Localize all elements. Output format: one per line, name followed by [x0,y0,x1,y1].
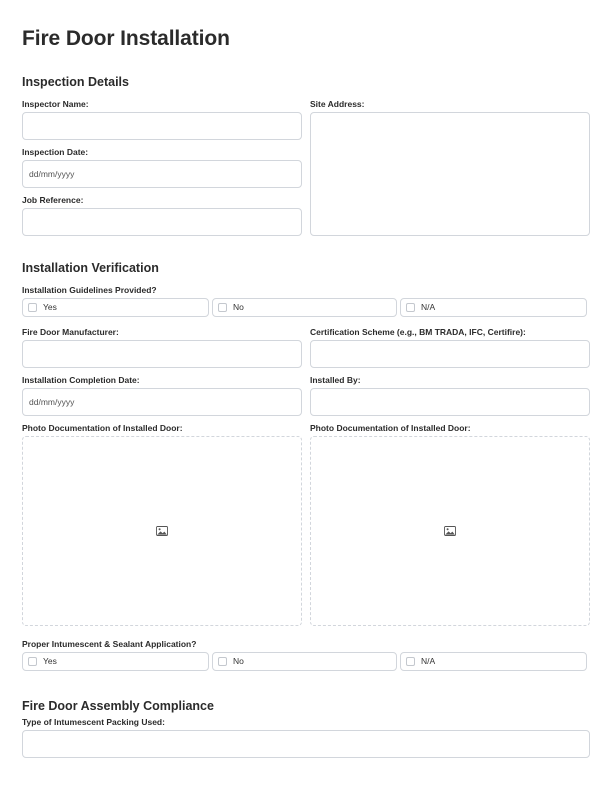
inspector-name-input[interactable] [22,112,302,140]
guidelines-option-no[interactable] [212,298,397,317]
inspection-date-label: Inspection Date: [22,147,89,157]
checkbox[interactable] [218,657,227,666]
manufacturer-input[interactable] [22,340,302,368]
photo-upload-right[interactable] [310,436,590,626]
checkbox[interactable] [218,303,227,312]
photo-right-label: Photo Documentation of Installed Door: [310,423,471,433]
photo-left-label: Photo Documentation of Installed Door: [22,423,183,433]
completion-date-input[interactable] [22,388,302,416]
guidelines-option-yes[interactable] [22,298,209,317]
intumescent-label: Proper Intumescent & Sealant Application? [22,639,197,649]
section-installation-verification: Installation Verification [22,261,159,275]
certification-label: Certification Scheme (e.g., BM TRADA, IFC, Certifire): [310,327,526,337]
checkbox[interactable] [406,657,415,666]
checkbox[interactable] [28,303,37,312]
guidelines-label: Installation Guidelines Provided? [22,285,157,295]
site-address-label: Site Address: [310,99,365,109]
inspection-date-placeholder: dd/mm/yyyy [29,169,75,179]
option-label: Yes [43,656,57,666]
image-icon [156,526,168,536]
completion-date-placeholder: dd/mm/yyyy [29,397,75,407]
guidelines-option-na[interactable] [400,298,587,317]
job-reference-input[interactable] [22,208,302,236]
checkbox[interactable] [406,303,415,312]
form-title: Fire Door Installation [22,27,230,50]
checkbox[interactable] [28,657,37,666]
job-reference-label: Job Reference: [22,195,84,205]
image-icon [444,526,456,536]
intumescent-option-no[interactable] [212,652,397,671]
inspector-name-label: Inspector Name: [22,99,89,109]
option-label: N/A [421,302,436,312]
photo-upload-left[interactable] [22,436,302,626]
inspection-date-input[interactable] [22,160,302,188]
option-label: Yes [43,302,57,312]
packing-input[interactable] [22,730,590,758]
installed-by-input[interactable] [310,388,590,416]
packing-label: Type of Intumescent Packing Used: [22,717,165,727]
intumescent-option-yes[interactable] [22,652,209,671]
section-inspection-details: Inspection Details [22,75,129,89]
option-label: No [233,302,244,312]
certification-input[interactable] [310,340,590,368]
intumescent-option-na[interactable] [400,652,587,671]
installed-by-label: Installed By: [310,375,361,385]
site-address-textarea[interactable] [310,112,590,236]
option-label: No [233,656,244,666]
section-assembly-compliance: Fire Door Assembly Compliance [22,699,214,713]
manufacturer-label: Fire Door Manufacturer: [22,327,119,337]
option-label: N/A [421,656,436,666]
completion-date-label: Installation Completion Date: [22,375,140,385]
